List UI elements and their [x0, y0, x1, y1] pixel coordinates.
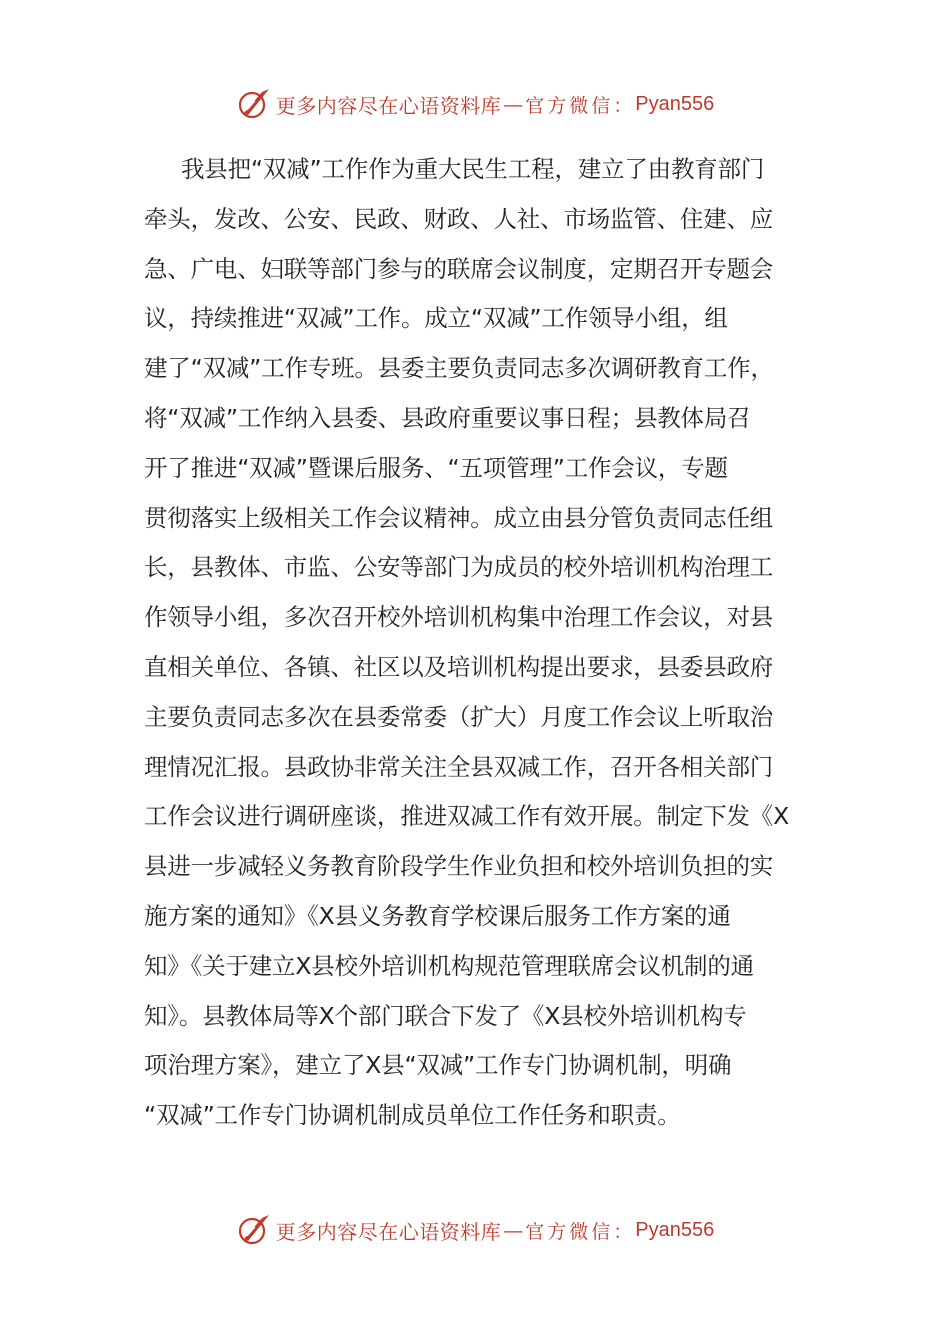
- banner-wechat-label: 官方微信：: [525, 94, 636, 117]
- banner-wechat-id: Pyan556: [635, 1218, 715, 1241]
- paragraph-line: 建了“双减”工作专班。县委主要负责同志多次调研教育工作，: [144, 354, 774, 383]
- paragraph-line: 长，县教体、市监、公安等部门为成员的校外培训机构治理工: [144, 553, 774, 582]
- paragraph-line: 牵头，发改、公安、民政、财政、人社、市场监管、住建、应: [144, 204, 774, 233]
- banner-dash: —: [503, 1218, 524, 1242]
- banner-wechat-id: Pyan556: [635, 92, 715, 115]
- banner-dash: —: [503, 92, 524, 116]
- paragraph-line: 县进一步减轻义务教育阶段学生作业负担和校外培训负担的实: [144, 852, 774, 881]
- paragraph-line: 我县把“双减”工作作为重大民生工程，建立了由教育部门: [181, 155, 765, 183]
- paragraph-line: 项治理方案》，建立了X县“双减”工作专门协调机制，明确: [144, 1051, 732, 1080]
- document-body: [144, 145, 808, 1141]
- paragraph-line: 知》《关于建立X县校外培训机构规范管理联席会议机制的通: [144, 951, 754, 980]
- paragraph-line: 议，持续推进“双减”工作。成立“双减”工作领导小组，组: [144, 304, 728, 333]
- paragraph-line: “双减”工作专门协调机制成员单位工作任务和职责。: [144, 1101, 681, 1130]
- header-banner: [0, 84, 950, 124]
- paragraph-line: 贯彻落实上级相关工作会议精神。成立由县分管负责同志任组: [144, 503, 774, 532]
- paragraph-line: 知》。县教体局等X个部门联合下发了《X县校外培训机构专: [144, 1001, 747, 1030]
- paragraph-line: 开了推进“双减”暨课后服务、“五项管理”工作会议，专题: [144, 453, 728, 482]
- footer-banner: [0, 1210, 950, 1250]
- paragraph-line: 施方案的通知》《X县义务教育学校课后服务工作方案的通: [144, 901, 731, 930]
- quill-pen-logo-icon: [236, 86, 272, 122]
- paragraph-line: 作领导小组，多次召开校外培训机构集中治理工作会议，对县: [144, 603, 774, 632]
- paragraph-line: 理情况汇报。县政协非常关注全县双减工作，召开各相关部门: [144, 752, 774, 781]
- banner-text: 更多内容尽在心语资料库: [275, 93, 502, 118]
- banner-text: 更多内容尽在心语资料库: [275, 1219, 502, 1244]
- paragraph-line: 工作会议进行调研座谈，推进双减工作有效开展。制定下发《X: [144, 802, 789, 831]
- paragraph-line: 主要负责同志多次在县委常委（扩大）月度工作会议上听取治: [144, 702, 774, 731]
- paragraph-line: 急、广电、妇联等部门参与的联席会议制度，定期召开专题会: [144, 254, 774, 283]
- banner-wechat-label: 官方微信：: [525, 1220, 636, 1243]
- paragraph-line: 直相关单位、各镇、社区以及培训机构提出要求，县委县政府: [144, 652, 774, 681]
- paragraph-line: 将“双减”工作纳入县委、县政府重要议事日程；县教体局召: [144, 403, 751, 432]
- quill-pen-logo-icon: [236, 1212, 272, 1248]
